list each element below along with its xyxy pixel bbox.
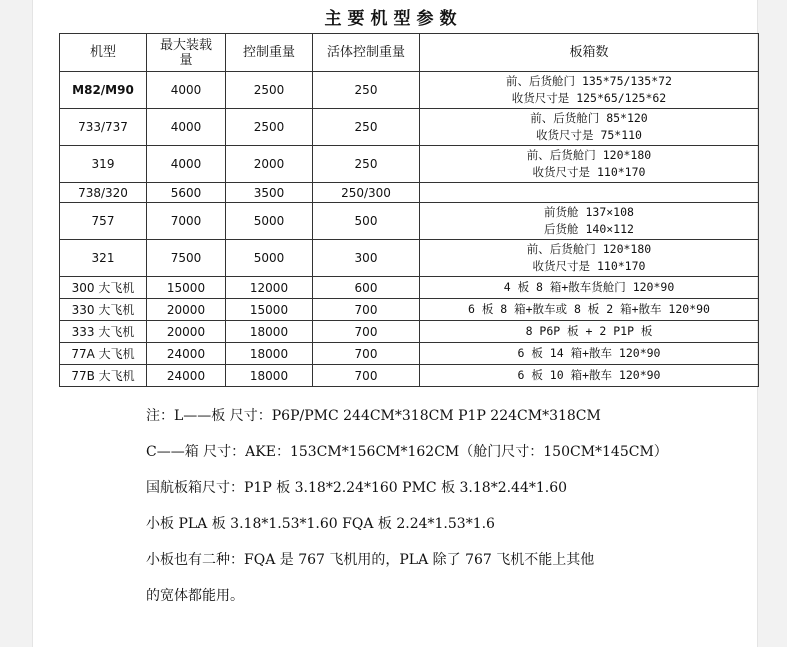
cell-max-load: 20000 xyxy=(147,321,226,343)
cell-model: 330 大飞机 xyxy=(60,299,147,321)
cell-model: 300 大飞机 xyxy=(60,277,147,299)
table-row xyxy=(60,240,759,277)
cell-containers xyxy=(420,183,759,203)
containers-line: 收货尺寸是 110*170 xyxy=(532,165,646,179)
containers-line: 前、后货舱门 120*180 xyxy=(526,242,652,256)
cell-containers xyxy=(420,365,759,387)
cell-live-control-weight: 500 xyxy=(313,203,420,240)
table-row xyxy=(60,343,759,365)
note-line: 的宽体都能用。 xyxy=(146,588,244,604)
table-row xyxy=(60,72,759,109)
containers-line: 前、后货舱门 135*75/135*72 xyxy=(506,74,672,88)
cell-model: 333 大飞机 xyxy=(60,321,147,343)
cell-control-weight: 12000 xyxy=(226,277,313,299)
page-title: 主要机型参数 xyxy=(324,9,463,29)
containers-line: 前货舱 137×108 xyxy=(544,205,634,219)
table-row xyxy=(60,146,759,183)
cell-control-weight: 2500 xyxy=(226,109,313,146)
cell-control-weight: 5000 xyxy=(226,240,313,277)
containers-line: 后货舱 140×112 xyxy=(544,222,634,236)
header-containers: 板箱数 xyxy=(420,34,759,72)
table-body xyxy=(60,72,759,387)
cell-containers xyxy=(420,299,759,321)
containers-line: 6 板 8 箱+散车或 8 板 2 箱+散车 120*90 xyxy=(468,302,710,316)
header-max-load-line: 最大装载 xyxy=(159,37,212,53)
cell-live-control-weight: 250/300 xyxy=(313,183,420,203)
containers-line: 前、后货舱门 85*120 xyxy=(530,111,648,125)
table-row xyxy=(60,203,759,240)
containers-line: 前、后货舱门 120*180 xyxy=(526,148,652,162)
cell-control-weight: 2000 xyxy=(226,146,313,183)
cell-control-weight: 18000 xyxy=(226,365,313,387)
cell-containers xyxy=(420,146,759,183)
cell-max-load: 4000 xyxy=(147,72,226,109)
cell-max-load: 7500 xyxy=(147,240,226,277)
notes-section xyxy=(146,402,746,618)
containers-line: 收货尺寸是 125*65/125*62 xyxy=(511,91,667,105)
cell-containers xyxy=(420,321,759,343)
cell-control-weight: 5000 xyxy=(226,203,313,240)
header-live-control-weight: 活体控制重量 xyxy=(313,34,420,72)
cell-model: 77B 大飞机 xyxy=(60,365,147,387)
cell-live-control-weight: 700 xyxy=(313,365,420,387)
cell-containers xyxy=(420,203,759,240)
containers-line: 6 板 14 箱+散车 120*90 xyxy=(517,346,661,360)
cell-control-weight: 15000 xyxy=(226,299,313,321)
containers-line: 收货尺寸是 110*170 xyxy=(532,259,646,273)
table-row xyxy=(60,109,759,146)
cell-containers xyxy=(420,277,759,299)
header-control-weight: 控制重量 xyxy=(226,34,313,72)
cell-control-weight: 18000 xyxy=(226,321,313,343)
note-line: C——箱 尺寸：AKE：153CM*156CM*162CM（舱门尺寸：150CM*145CM） xyxy=(146,444,668,460)
cell-max-load: 5600 xyxy=(147,183,226,203)
table-row xyxy=(60,183,759,203)
cell-max-load: 4000 xyxy=(147,109,226,146)
cell-model: 77A 大飞机 xyxy=(60,343,147,365)
cell-model: 757 xyxy=(60,203,147,240)
containers-line: 8 P6P 板 + 2 P1P 板 xyxy=(525,324,653,338)
note-line: 国航板箱尺寸：P1P 板 3.18*2.24*160 PMC 板 3.18*2.44*1.60 xyxy=(146,480,568,496)
cell-live-control-weight: 700 xyxy=(313,343,420,365)
header-max-load-line: 量 xyxy=(179,52,193,68)
cell-model: 738/320 xyxy=(60,183,147,203)
containers-line: 6 板 10 箱+散车 120*90 xyxy=(517,368,661,382)
cell-live-control-weight: 600 xyxy=(313,277,420,299)
cell-max-load: 24000 xyxy=(147,365,226,387)
containers-line: 4 板 8 箱+散车货舱门 120*90 xyxy=(503,280,675,294)
note-line: 小板也有二种：FQA 是 767 飞机用的，PLA 除了 767 飞机不能上其他 xyxy=(146,552,595,568)
cell-max-load: 4000 xyxy=(147,146,226,183)
cell-live-control-weight: 700 xyxy=(313,321,420,343)
cell-control-weight: 3500 xyxy=(226,183,313,203)
table-row xyxy=(60,277,759,299)
table-row xyxy=(60,365,759,387)
cell-containers xyxy=(420,240,759,277)
cell-control-weight: 18000 xyxy=(226,343,313,365)
note-line: 小板 PLA 板 3.18*1.53*1.60 FQA 板 2.24*1.53*1.6 xyxy=(146,516,495,532)
aircraft-params-table xyxy=(59,33,759,387)
containers-line: 收货尺寸是 75*110 xyxy=(536,128,642,142)
cell-max-load: 20000 xyxy=(147,299,226,321)
cell-model: 321 xyxy=(60,240,147,277)
cell-live-control-weight: 700 xyxy=(313,299,420,321)
header-max-load xyxy=(147,34,226,72)
cell-live-control-weight: 250 xyxy=(313,72,420,109)
cell-live-control-weight: 250 xyxy=(313,109,420,146)
cell-live-control-weight: 300 xyxy=(313,240,420,277)
cell-containers xyxy=(420,72,759,109)
cell-model: 733/737 xyxy=(60,109,147,146)
cell-max-load: 7000 xyxy=(147,203,226,240)
table-row xyxy=(60,321,759,343)
cell-max-load: 24000 xyxy=(147,343,226,365)
cell-model: M82/M90 xyxy=(60,72,147,109)
cell-max-load: 15000 xyxy=(147,277,226,299)
table-row xyxy=(60,299,759,321)
cell-control-weight: 2500 xyxy=(226,72,313,109)
cell-containers xyxy=(420,109,759,146)
cell-containers xyxy=(420,343,759,365)
table-header-row xyxy=(60,34,759,72)
note-line: 注：L——板 尺寸：P6P/PMC 244CM*318CM P1P 224CM*318CM xyxy=(146,408,601,424)
cell-live-control-weight: 250 xyxy=(313,146,420,183)
cell-model: 319 xyxy=(60,146,147,183)
header-model: 机型 xyxy=(60,34,147,72)
